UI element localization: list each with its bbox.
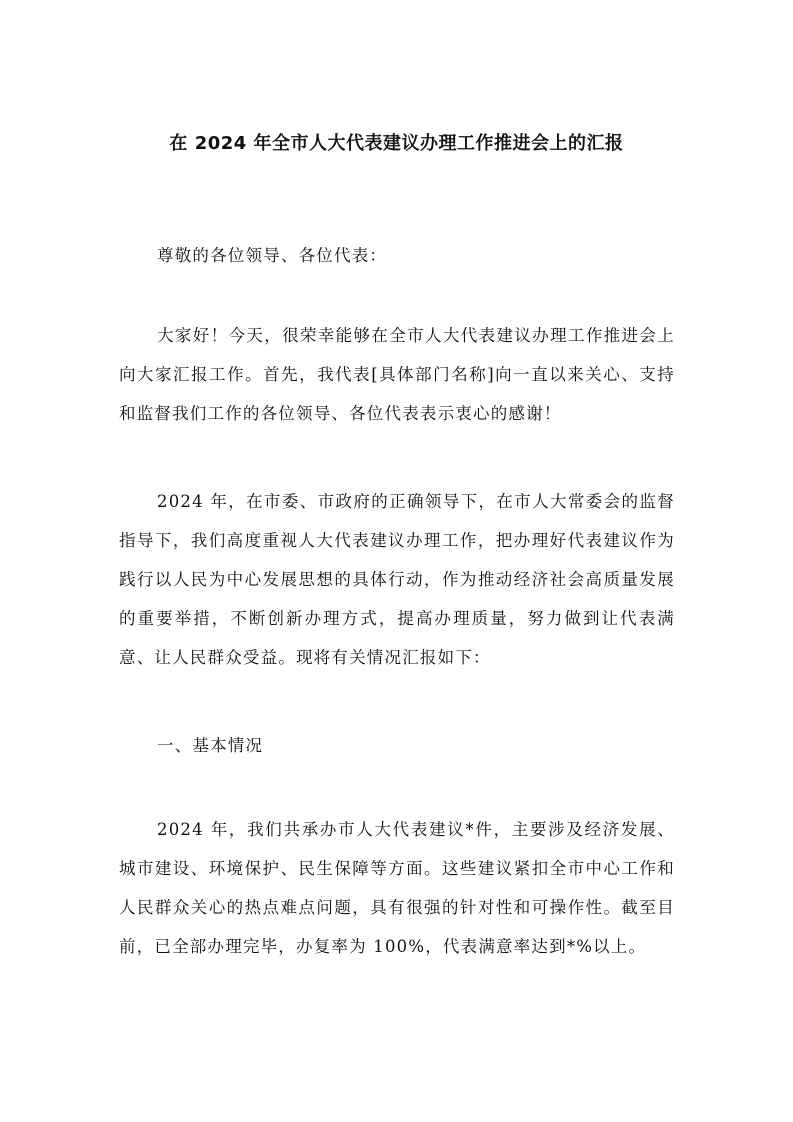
- document-title: 在 2024 年全市人大代表建议办理工作推进会上的汇报: [169, 133, 624, 154]
- opening-paragraph: 大家好！今天，很荣幸能够在全市人大代表建议办理工作推进会上向大家汇报工作。首先，我代表[具体部门名称]向一直以来关心、支持和监督我们工作的各位领导、各位代表表示衷心的感谢！: [119, 326, 675, 423]
- section-heading: 一、基本情况: [157, 736, 264, 755]
- overview-paragraph: 2024 年，在市委、市政府的正确领导下，在市人大常委会的监督指导下，我们高度重视人大代表建议办理工作，把办理好代表建议作为践行以人民为中心发展思想的具体行动，作为推动经济社会高质量发展的重要举措，不断创新办理方式，提高办理质量，努力做到让代表满意、让人民群众受益。现将有关情况汇报如下：: [119, 492, 675, 667]
- greeting-line: 尊敬的各位领导、各位代表：: [157, 246, 388, 265]
- section-paragraph: 2024 年，我们共承办市人大代表建议*件，主要涉及经济发展、城市建设、环境保护、民生保障等方面。这些建议紧扣全市中心工作和人民群众关心的热点难点问题，具有很强的针对性和可操作性。截至目前，已全部办理完毕，办复率为 100%，代表满意率达到*%以上。: [119, 820, 675, 956]
